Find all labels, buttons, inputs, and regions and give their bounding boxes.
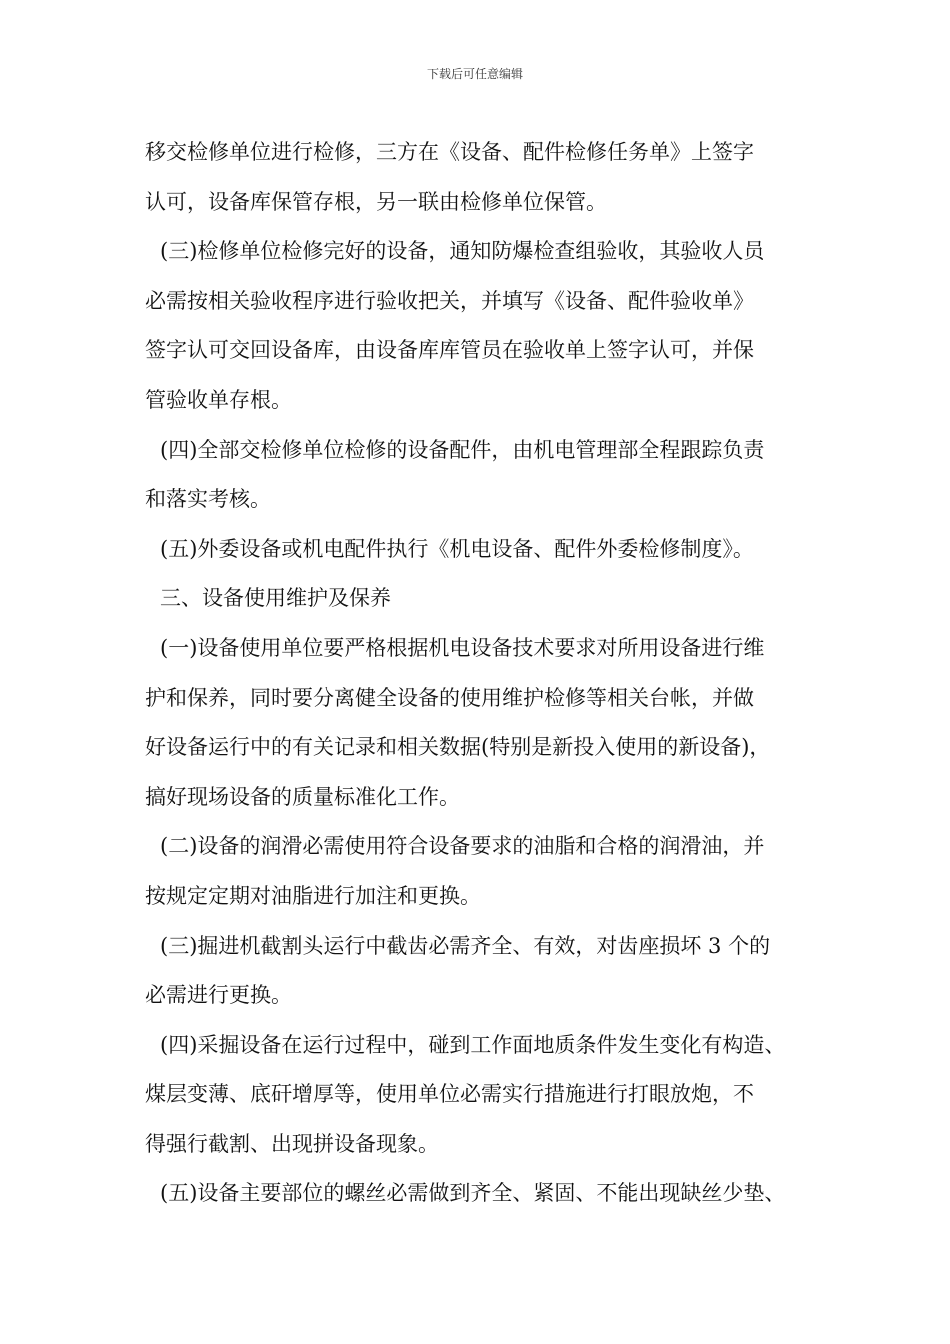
- body-line: 护和保养，同时要分离健全设备的使用维护检修等相关台帐，并做: [145, 685, 754, 710]
- body-line: (五)设备主要部位的螺丝必需做到齐全、紧固、不能出现缺丝少垫、: [160, 1181, 786, 1206]
- body-line: 认可，设备库保管存根，另一联由检修单位保管。: [145, 189, 607, 214]
- body-line: 按规定定期对油脂进行加注和更换。: [145, 883, 481, 908]
- body-line: (二)设备的润滑必需使用符合设备要求的油脂和合格的润滑油，并: [160, 834, 765, 859]
- body-line: (三)掘进机截割头运行中截齿必需齐全、有效，对齿座损坏 3 个的: [160, 933, 771, 958]
- body-line: 管验收单存根。: [145, 387, 292, 412]
- body-line: 和落实考核。: [145, 487, 271, 512]
- body-line: (五)外委设备或机电配件执行《机电设备、配件外委检修制度》。: [160, 536, 754, 561]
- body-line: 移交检修单位进行检修，三方在《设备、配件检修任务单》上签字: [145, 140, 754, 164]
- body-line: (四)全部交检修单位检修的设备配件，由机电管理部全程跟踪负责: [160, 437, 765, 462]
- body-line: 搞好现场设备的质量标准化工作。: [145, 784, 460, 809]
- section-heading: 三、设备使用维护及保养: [160, 586, 391, 611]
- body-line: 煤层变薄、底矸增厚等，使用单位必需实行措施进行打眼放炮，不: [145, 1082, 754, 1107]
- body-line: 必需进行更换。: [145, 983, 292, 1008]
- body-line: 签字认可交回设备库，由设备库库管员在验收单上签字认可，并保: [145, 338, 754, 363]
- body-line: (四)采掘设备在运行过程中，碰到工作面地质条件发生变化有构造、: [160, 1032, 786, 1057]
- page-header: 下载后可任意编辑: [426, 67, 523, 81]
- body-line: (三)检修单位检修完好的设备，通知防爆检查组验收，其验收人员: [160, 239, 765, 264]
- body-line: 必需按相关验收程序进行验收把关，并填写《设备、配件验收单》: [145, 288, 754, 313]
- body-line: (一)设备使用单位要严格根据机电设备技术要求对所用设备进行维: [160, 635, 765, 660]
- body-line: 得强行截割、出现拼设备现象。: [145, 1131, 439, 1156]
- body-line: 好设备运行中的有关记录和相关数据(特别是新投入使用的新设备)，: [145, 735, 771, 760]
- document-body: [145, 128, 835, 1219]
